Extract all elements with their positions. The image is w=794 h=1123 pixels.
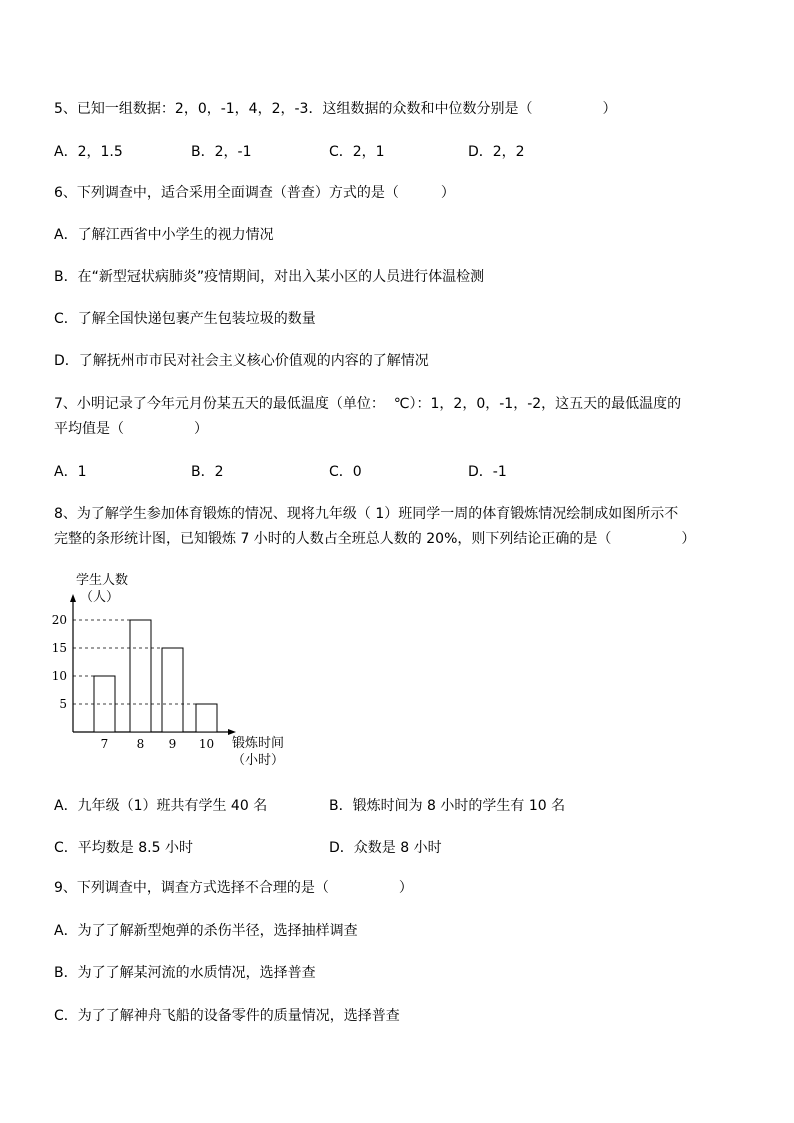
question-8-option-d: D．众数是 8 小时: [329, 840, 442, 856]
bar-9: [162, 648, 183, 732]
question-9-option-c: C．为了了解神舟飞船的设备零件的质量情况，选择普查: [54, 1008, 400, 1024]
question-7-option-a: A．1: [54, 464, 87, 480]
y-tick-label: 5: [59, 697, 67, 711]
y-axis-title-line1: 学生人数: [76, 573, 129, 588]
question-7-stem-line2: 平均值是（ ）: [54, 421, 208, 437]
question-7-option-c: C．0: [329, 464, 362, 480]
question-6-option-d: D．了解抚州市市民对社会主义核心价值观的内容的了解情况: [54, 353, 429, 369]
y-tick-label: 10: [51, 669, 67, 683]
question-9-option-b: B．为了了解某河流的水质情况，选择普查: [54, 965, 316, 981]
question-8-stem-line2: 完整的条形统计图，已知锻炼 7 小时的人数占全班总人数的 20%，则下列结论正确的是（ ）: [54, 531, 696, 547]
question-5-option-c: C．2，1: [329, 144, 385, 160]
y-tick-label: 20: [51, 613, 67, 627]
y-tick-label: 15: [51, 641, 67, 655]
x-tick-label: 8: [136, 737, 145, 751]
x-axis-arrow: [228, 729, 236, 735]
question-8-option-b: B．锻炼时间为 8 小时的学生有 10 名: [329, 798, 566, 814]
x-tick-label: 9: [168, 737, 177, 751]
question-5-option-d: D．2，2: [468, 144, 525, 160]
x-axis-title-line2: （小时）: [232, 753, 285, 768]
bar-10: [196, 704, 217, 732]
question-8-stem-line1: 8、为了解学生参加体育锻炼的情况、现将九年级（ 1）班同学一周的体育锻炼情况绘制成如图所示不: [54, 506, 679, 522]
question-6-option-b: B．在“新型冠状病肺炎”疫情期间，对出入某小区的人员进行体温检测: [54, 269, 485, 285]
question-5-stem: 5、已知一组数据：2，0，-1，4，2，-3．这组数据的众数和中位数分别是（ ）: [54, 101, 617, 117]
bar-chart: [50, 570, 310, 770]
bar-8: [130, 620, 151, 732]
question-8-option-a: A．九年级（1）班共有学生 40 名: [54, 798, 268, 814]
question-9-option-a: A．为了了解新型炮弹的杀伤半径，选择抽样调查: [54, 923, 358, 939]
question-7-option-d: D．-1: [468, 464, 507, 480]
x-axis-title-line1: 锻炼时间: [232, 736, 285, 751]
question-7-stem-line1: 7、小明记录了今年元月份某五天的最低温度（单位： ℃）：1，2，0，-1，-2，这五天的最低温度的: [54, 396, 682, 412]
x-tick-label: 7: [100, 737, 109, 751]
y-axis-title-line2: （人）: [80, 590, 120, 605]
question-7-option-b: B．2: [191, 464, 224, 480]
question-6-stem: 6、下列调查中，适合采用全面调查（普查）方式的是（ ）: [54, 185, 455, 201]
question-9-stem: 9、下列调查中，调查方式选择不合理的是（ ）: [54, 880, 413, 896]
question-5-option-a: A．2，1.5: [54, 144, 123, 160]
question-6-option-a: A．了解江西省中小学生的视力情况: [54, 227, 274, 243]
question-6-option-c: C．了解全国快递包裹产生包装垃圾的数量: [54, 311, 316, 327]
question-5-option-b: B．2，-1: [191, 144, 252, 160]
y-axis-arrow: [70, 594, 76, 602]
x-tick-label: 10: [198, 737, 215, 751]
question-8-option-c: C．平均数是 8.5 小时: [54, 840, 193, 856]
